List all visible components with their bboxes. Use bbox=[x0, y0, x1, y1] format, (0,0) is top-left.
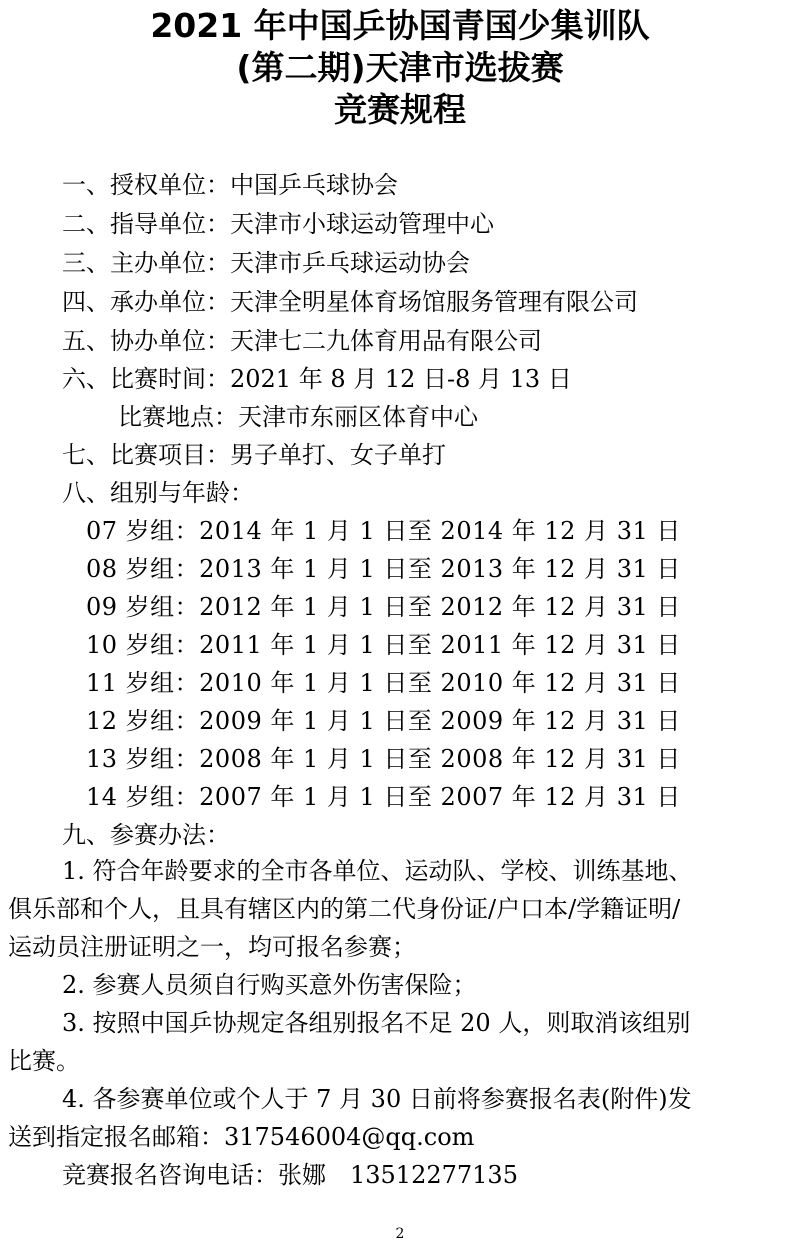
title-line-1: 2021 年中国乒协国青国少集训队 bbox=[150, 6, 650, 45]
rule-2: 2. 参赛人员须自行购买意外伤害保险； bbox=[62, 971, 477, 999]
age-group-row: 07 岁组：2014 年 1 月 1 日至 2014 年 12 月 31 日 bbox=[86, 517, 681, 545]
age-group-row: 12 岁组：2009 年 1 月 1 日至 2009 年 12 月 31 日 bbox=[86, 707, 681, 735]
co-organizer-unit: 五、协办单位：天津七二九体育用品有限公司 bbox=[62, 327, 542, 355]
competition-time: 六、比赛时间：2021 年 8 月 12 日-8 月 13 日 bbox=[62, 365, 572, 393]
page-number: 2 bbox=[395, 1226, 405, 1242]
title-line-2: (第二期)天津市选拔赛 bbox=[236, 48, 564, 87]
rule-1-line-2: 俱乐部和个人，且具有辖区内的第二代身份证/户口本/学籍证明/ bbox=[8, 895, 681, 923]
groups-heading: 八、组别与年龄： bbox=[62, 479, 254, 507]
rule-1-line-1: 1. 符合年龄要求的全市各单位、运动队、学校、训练基地、 bbox=[62, 857, 693, 885]
competition-venue: 比赛地点：天津市东丽区体育中心 bbox=[118, 403, 478, 431]
rule-1-line-3: 运动员注册证明之一，均可报名参赛； bbox=[8, 933, 416, 961]
organizer-unit: 四、承办单位：天津全明星体育场馆服务管理有限公司 bbox=[62, 288, 638, 316]
age-group-row: 13 岁组：2008 年 1 月 1 日至 2008 年 12 月 31 日 bbox=[86, 745, 681, 773]
rule-4-line-1: 4. 各参赛单位或个人于 7 月 30 日前将参赛报名表(附件)发 bbox=[62, 1085, 692, 1113]
age-group-row: 08 岁组：2013 年 1 月 1 日至 2013 年 12 月 31 日 bbox=[86, 555, 681, 583]
age-group-row: 10 岁组：2011 年 1 月 1 日至 2011 年 12 月 31 日 bbox=[86, 631, 681, 659]
rule-4-line-2: 送到指定报名邮箱：317546004@qq.com bbox=[8, 1123, 475, 1151]
competition-events: 七、比赛项目：男子单打、女子单打 bbox=[62, 441, 446, 469]
age-group-row: 14 岁组：2007 年 1 月 1 日至 2007 年 12 月 31 日 bbox=[86, 783, 681, 811]
age-group-row: 11 岁组：2010 年 1 月 1 日至 2010 年 12 月 31 日 bbox=[86, 669, 681, 697]
age-group-row: 09 岁组：2012 年 1 月 1 日至 2012 年 12 月 31 日 bbox=[86, 593, 681, 621]
guiding-unit: 二、指导单位：天津市小球运动管理中心 bbox=[62, 210, 494, 238]
authorizing-unit: 一、授权单位：中国乒乓球协会 bbox=[62, 171, 398, 199]
title-line-3: 竞赛规程 bbox=[334, 90, 466, 129]
method-heading: 九、参赛办法： bbox=[62, 821, 230, 849]
rule-3-line-1: 3. 按照中国乒协规定各组别报名不足 20 人，则取消该组别 bbox=[62, 1009, 691, 1037]
contact-line: 竞赛报名咨询电话：张娜 13512277135 bbox=[62, 1161, 518, 1189]
host-unit: 三、主办单位：天津市乒乓球运动协会 bbox=[62, 249, 470, 277]
rule-3-line-2: 比赛。 bbox=[8, 1047, 80, 1075]
